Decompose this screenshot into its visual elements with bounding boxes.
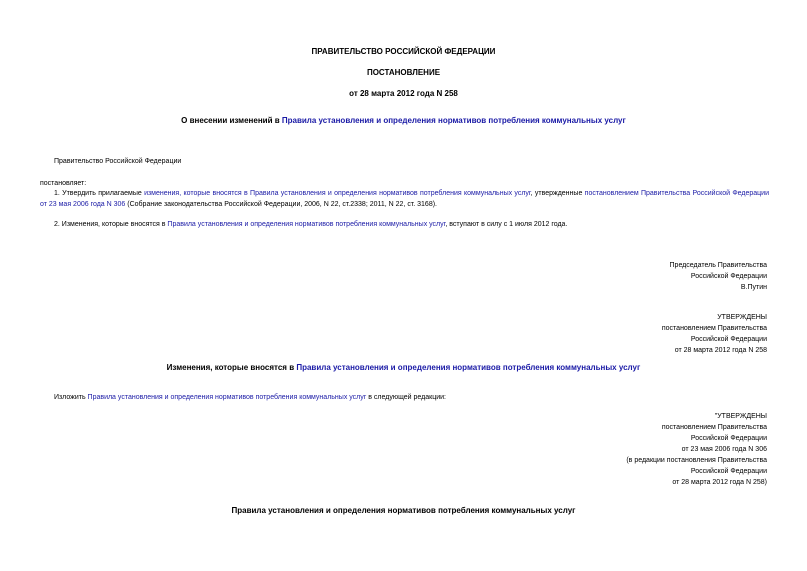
approval2-line6: Российской Федерации bbox=[690, 468, 767, 475]
item1-prefix: 1. Утвердить прилагаемые bbox=[54, 190, 145, 197]
approval1-line4: от 28 марта 2012 года N 258 bbox=[674, 347, 767, 354]
changes-text bbox=[54, 392, 446, 403]
approval2-line7: от 28 марта 2012 года N 258) bbox=[672, 479, 767, 486]
rules-link-changes-text[interactable]: Правила установления и определения нормативов потребления коммунальных услуг bbox=[87, 394, 367, 401]
document-title bbox=[0, 115, 807, 126]
resolves-label: постановляет: bbox=[40, 180, 87, 187]
changes-text-suffix: в следующей редакции: bbox=[366, 394, 446, 401]
signature-country: Российской Федерации bbox=[690, 273, 767, 280]
signature-position: Председатель Правительства bbox=[669, 262, 767, 269]
approval2-line5: (в редакции постановления Правительства bbox=[626, 457, 767, 464]
paragraph-item-1 bbox=[40, 188, 769, 210]
approval2-line1: "УТВЕРЖДЕНЫ bbox=[714, 413, 767, 420]
document-type: ПОСТАНОВЛЕНИЕ bbox=[366, 68, 441, 77]
changes-link[interactable]: изменения, которые вносятся в Правила установления и определения нормативов потребления коммунальных услуг bbox=[144, 190, 531, 197]
government-name: Правительство Российской Федерации bbox=[54, 158, 182, 165]
document-date: от 28 марта 2012 года N 258 bbox=[349, 89, 458, 98]
approval1-line2: постановлением Правительства bbox=[661, 325, 767, 332]
paragraph-item-2 bbox=[54, 219, 567, 230]
approval1-line3: Российской Федерации bbox=[690, 336, 767, 343]
document-title-prefix: О внесении изменений в bbox=[181, 116, 282, 125]
approval2-line2: постановлением Правительства bbox=[661, 424, 767, 431]
signature-name: В.Путин bbox=[740, 284, 767, 291]
rules-title: Правила установления и определения нормативов потребления коммунальных услуг bbox=[231, 506, 576, 515]
rules-link-changes-title[interactable]: Правила установления и определения нормативов потребления коммунальных услуг bbox=[296, 363, 641, 372]
changes-text-prefix: Изложить bbox=[54, 394, 88, 401]
signature-block bbox=[670, 260, 767, 293]
item2-prefix: 2. Изменения, которые вносятся в bbox=[54, 221, 168, 228]
changes-title-prefix: Изменения, которые вносятся в bbox=[166, 363, 297, 372]
government-heading: ПРАВИТЕЛЬСТВО РОССИЙСКОЙ ФЕДЕРАЦИИ bbox=[311, 47, 496, 56]
rules-link-item2[interactable]: Правила установления и определения нормативов потребления коммунальных услуг bbox=[167, 221, 446, 228]
approval2-line3: Российской Федерации bbox=[690, 435, 767, 442]
approval-stamp-2 bbox=[626, 411, 767, 488]
approval1-line1: УТВЕРЖДЕНЫ bbox=[717, 314, 767, 321]
item1-mid: , утвержденные bbox=[530, 190, 585, 197]
changes-title bbox=[0, 362, 807, 373]
resolution-306-link[interactable]: постановлением Правительства Российской Федерации от 23 мая 2006 года N 306 bbox=[40, 190, 769, 208]
item1-suffix: (Собрание законодательства Российской Федерации, 2006, N 22, ст.2338; 2011, N 22, ст. 3168). bbox=[125, 201, 437, 208]
approval2-line4: от 23 мая 2006 года N 306 bbox=[681, 446, 767, 453]
rules-link-title[interactable]: Правила установления и определения нормативов потребления коммунальных услуг bbox=[281, 116, 626, 125]
approval-stamp-1 bbox=[662, 312, 767, 356]
item2-suffix: , вступают в силу с 1 июля 2012 года. bbox=[445, 221, 568, 228]
